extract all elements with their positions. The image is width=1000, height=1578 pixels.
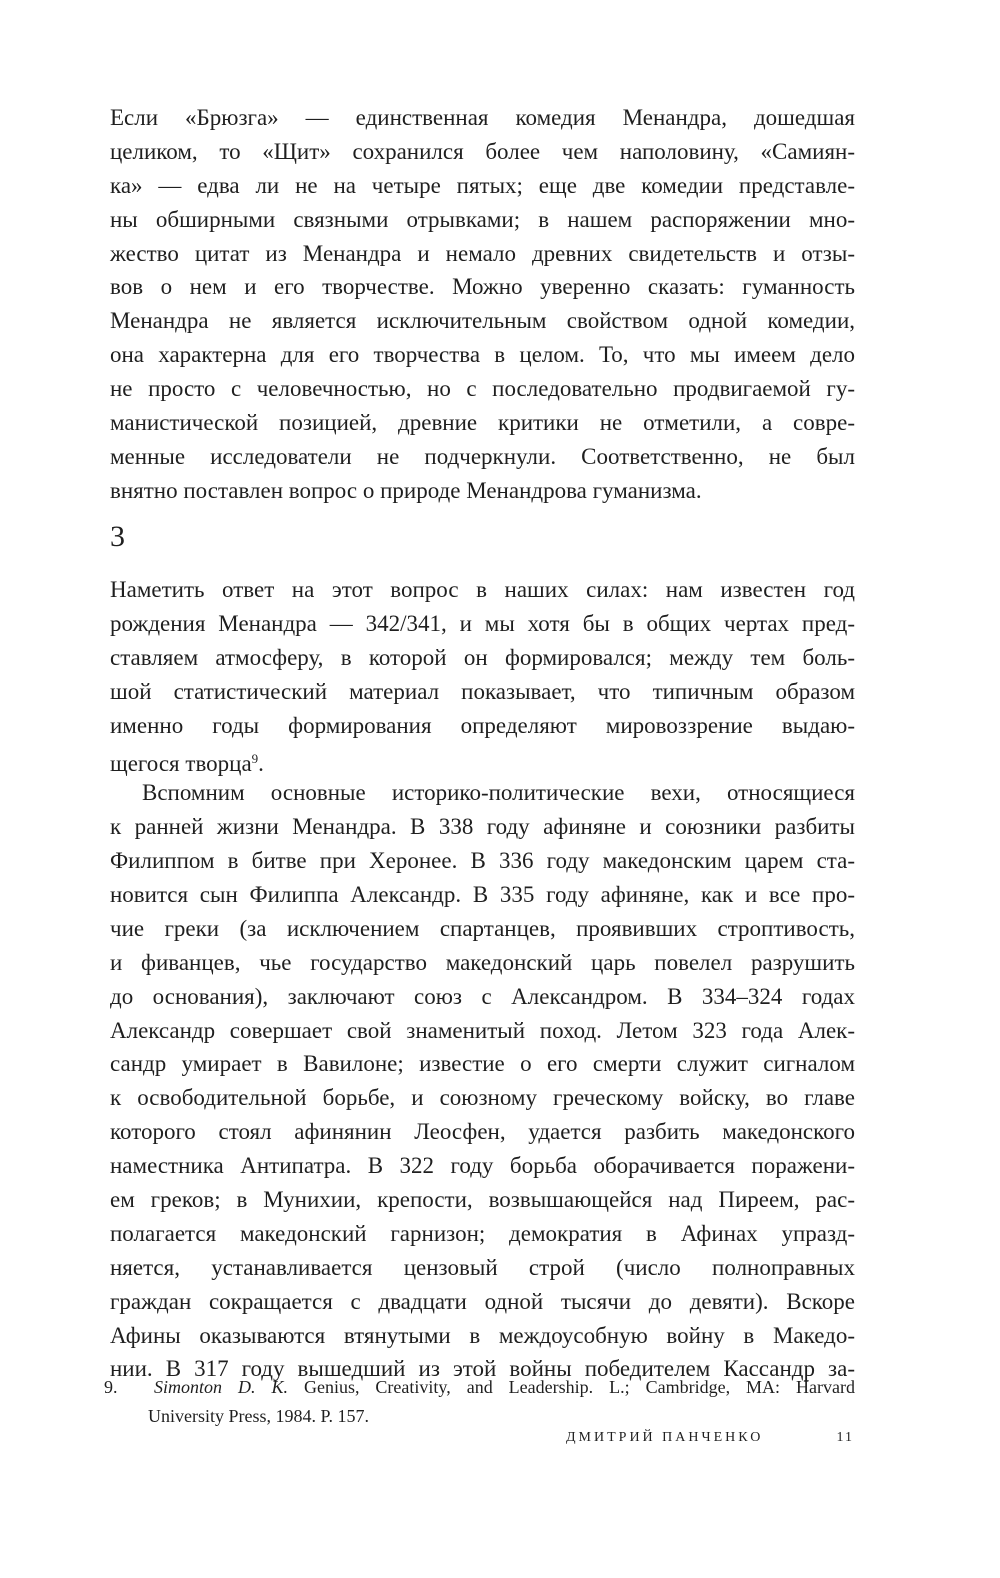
- text-line: она характерна для его творчества в целом. То, что мы имеем дело: [110, 342, 855, 368]
- text-line: Если «Брюзга» — единственная комедия Менандра, дошедшая: [110, 105, 855, 130]
- text-line: нии. В 317 году вышедший из этой войны победителем Кассандр за-: [110, 1356, 855, 1382]
- text-line: которого стоял афинянин Леосфен, удается разбить македонского: [110, 1119, 855, 1145]
- footnote-author: Simonton D. K.: [154, 1377, 288, 1397]
- text-line: Филиппом в битве при Херонее. В 336 году македонским царем ста-: [110, 848, 855, 874]
- text-line: Вспомним основные историко-политические вехи, относящиеся: [142, 780, 855, 806]
- paragraph-2-and-3: [110, 573, 855, 1386]
- page-number: 11: [836, 1430, 854, 1445]
- text-line: Наметить ответ на этот вопрос в наших силах: нам известен год: [110, 577, 855, 602]
- footnote-text: Genius, Creativity, and Leadership. L.; Cambridge, MA: Harvard: [303, 1377, 855, 1397]
- text-line: Афины оказываются втянутыми в междоусобную войну в Македо-: [110, 1322, 855, 1348]
- text-line: сандр умирает в Вавилоне; известие о его смерти служит сигналом: [110, 1051, 855, 1077]
- text-fragment: .: [258, 751, 264, 777]
- text-fragment: щегося творца: [110, 751, 252, 777]
- text-line: Александр совершает свой знаменитый поход. Летом 323 года Алек-: [110, 1017, 855, 1043]
- text-line: не просто с человечностью, но с последовательно продвигаемой гу-: [110, 376, 855, 402]
- footnote-number: 9.: [104, 1377, 118, 1397]
- text-line: менные исследователи не подчеркнули. Соответственно, не был: [110, 443, 855, 469]
- text-line: жество цитат из Менандра и немало древних свидетельств и отзы-: [110, 240, 855, 266]
- text-line: ставляем атмосферу, в которой он формировался; между тем боль-: [110, 644, 855, 670]
- text-line-last: [110, 742, 855, 776]
- text-line: именно годы формирования определяют мировоззрение выдаю-: [110, 712, 855, 738]
- footnote: [104, 1373, 855, 1431]
- text-line: шой статистический материал показывает, что типичным образом: [110, 678, 855, 704]
- text-line: к освободительной борьбе, и союзному греческому войску, во главе: [110, 1085, 855, 1111]
- text-line: Менандра не является исключительным свойством одной комедии,: [110, 308, 855, 334]
- text-line: манистической позицией, древние критики не отметили, а совре-: [110, 410, 855, 436]
- footnote-reference[interactable]: 9: [251, 751, 259, 767]
- paragraph-1: [110, 101, 855, 508]
- text-line: и фиванцев, чье государство македонский царь повелел разрушить: [110, 949, 855, 975]
- text-line: новится сын Филиппа Александр. В 335 году афиняне, как и все про-: [110, 882, 855, 908]
- text-line: вов о нем и его творчестве. Можно уверенно сказать: гуманность: [110, 274, 855, 300]
- text-line: ка» — едва ли не на четыре пятых; еще две комедии представле-: [110, 172, 855, 198]
- text-line: к ранней жизни Менандра. В 338 году афиняне и союзники разбиты: [110, 814, 855, 840]
- text-line: наместника Антипатра. В 322 году борьба оборачивается поражени-: [110, 1153, 855, 1179]
- text-line: целиком, то «Щит» сохранился более чем наполовину, «Самиян-: [110, 138, 855, 164]
- footer-author-name: ДМИТРИЙ ПАНЧЕНКО: [566, 1430, 764, 1445]
- text-line: полагается македонский гарнизон; демократия в Афинах упразд-: [110, 1220, 855, 1246]
- text-line: чие греки (за исключением спартанцев, проявивших строптивость,: [110, 915, 855, 941]
- text-line: граждан сокращается с двадцати одной тысячи до девяти). Вскоре: [110, 1288, 855, 1314]
- text-line: внятно поставлен вопрос о природе Менандрова гуманизма.: [110, 477, 702, 503]
- text-line: рождения Менандра — 342/341, и мы хотя бы в общих чертах пред-: [110, 610, 855, 636]
- footnote-line: [104, 1373, 855, 1402]
- footnote-line: University Press, 1984. P. 157.: [148, 1406, 370, 1426]
- text-line: няется, устанавливается цензовый строй (число полноправных: [110, 1254, 855, 1280]
- text-line: ем греков; в Мунихии, крепости, возвышающейся над Пиреем, рас-: [110, 1187, 855, 1213]
- section-number: 3: [110, 520, 125, 553]
- text-line: ны обширными связными отрывками; в нашем распоряжении мно-: [110, 206, 855, 232]
- text-line: до основания), заключают союз с Александром. В 334–324 годах: [110, 983, 855, 1009]
